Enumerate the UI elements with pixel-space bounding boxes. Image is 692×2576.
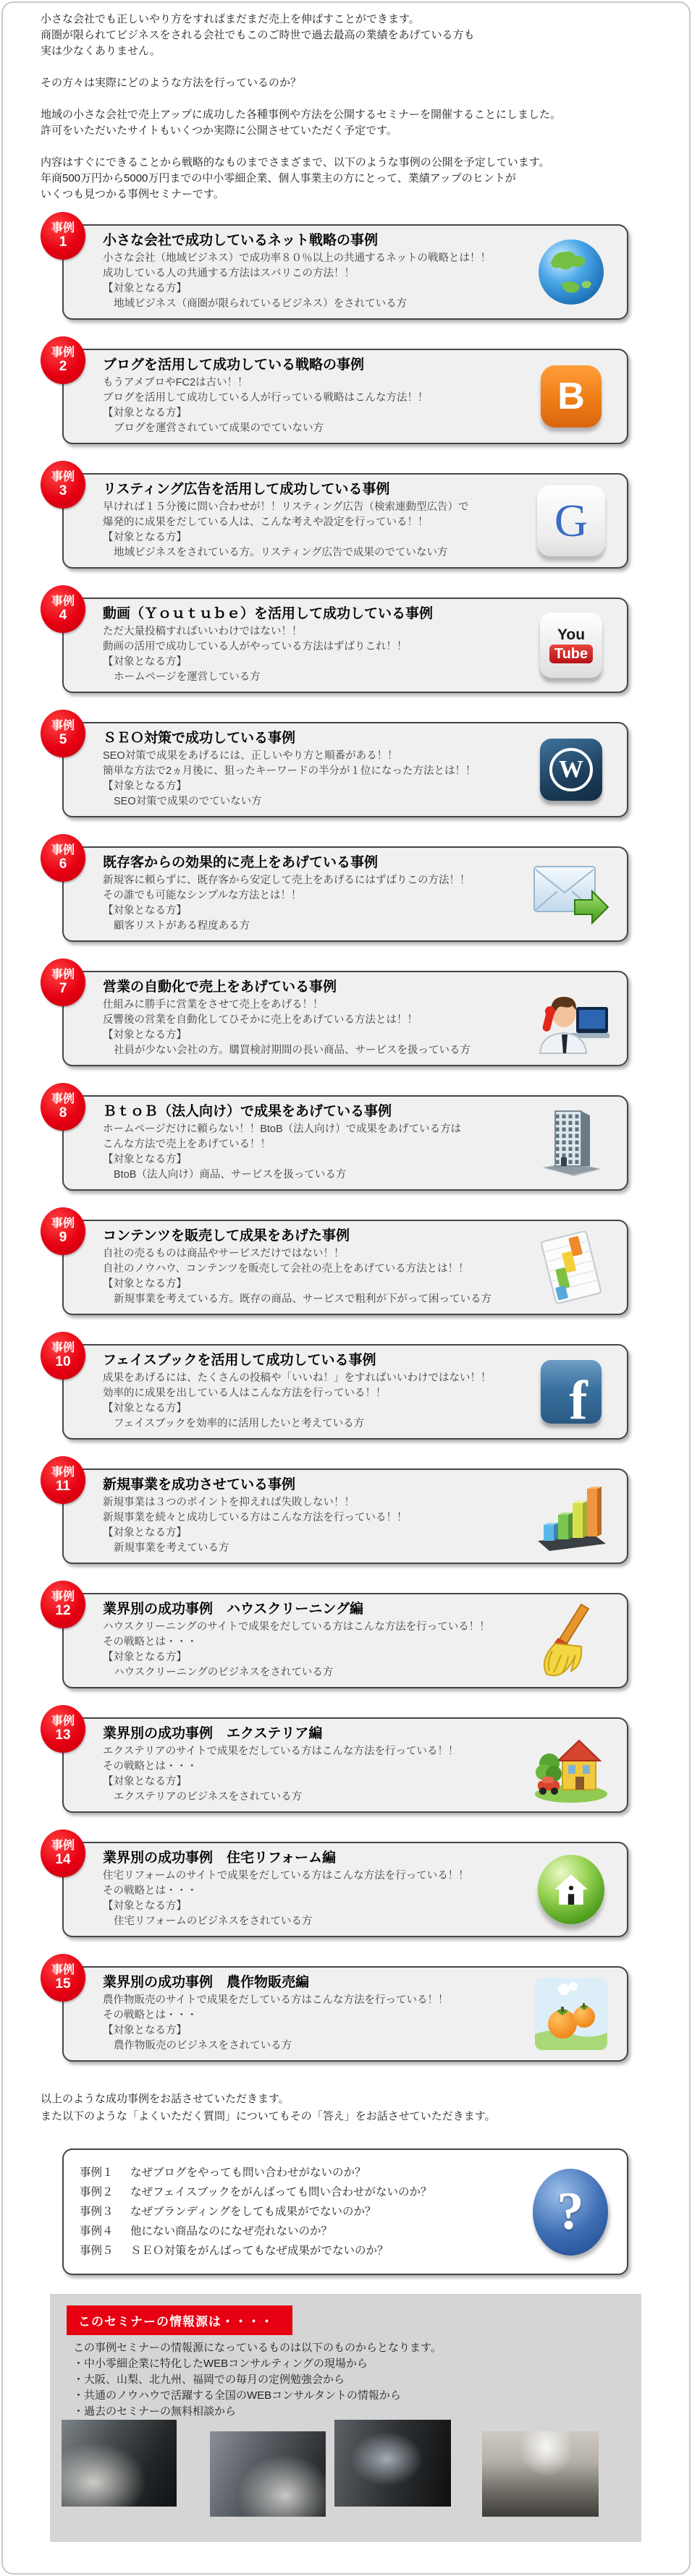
faq-box (62, 2148, 628, 2275)
bar-chart-icon (531, 1476, 611, 1556)
case-target: 地域ビジネス（商圏が限られているビジネス）をされている方 (114, 298, 408, 310)
case-title: 営業の自動化で売上をあげている事例 (103, 979, 337, 995)
case-target-label: 【対象となる方】 (103, 407, 187, 419)
case-title: 業界別の成功事例 農作物販売編 (103, 1975, 310, 1990)
case-target-label: 【対象となる方】 (103, 905, 187, 917)
badge-label: 事例 (51, 222, 75, 234)
case-number-badge (41, 461, 85, 509)
case-desc: 自社の売るものは商品やサービスだけではない！！ (103, 1248, 345, 1259)
email-forward-icon (531, 854, 611, 934)
case-12 (51, 1591, 628, 1688)
case-title: 既存客からの効果的に売上をあげている事例 (103, 855, 379, 870)
youtube-tube-text: Tube (549, 645, 593, 663)
faq-label: 事例５ (80, 2245, 114, 2257)
case-title: 業界別の成功事例 住宅リフォーム編 (103, 1850, 337, 1866)
case-title: 業界別の成功事例 ハウスクリーニング編 (103, 1602, 364, 1617)
facebook-letter: f (569, 1370, 588, 1424)
badge-label: 事例 (51, 1466, 75, 1479)
intro-paragraph (41, 75, 663, 91)
case-1 (51, 222, 628, 320)
case-desc: 動画の活用で成功している人がやっている方法はずばりこれ！！ (103, 641, 408, 652)
case-desc: 新規事業を続々と成功している方はこんな方法を行っている！！ (103, 1512, 408, 1523)
badge-number: 14 (55, 1852, 71, 1867)
info-source-bullet: ・過去のセミナーの無料相談から (73, 2405, 237, 2418)
badge-label: 事例 (51, 844, 75, 856)
info-source-intro: この事例セミナーの情報源になっているものは以下のものからとなります。 (73, 2342, 442, 2354)
faq-item (80, 2222, 497, 2241)
case-card (62, 224, 628, 320)
intro-line: 小さな会社でも正しいやり方をすればまだまだ売上を伸ばすことができます。 (41, 13, 420, 25)
case-card (62, 971, 628, 1066)
faq-question: なぜブランディングをしても成果がでないのか？ (130, 2206, 376, 2218)
badge-label: 事例 (51, 1964, 75, 1976)
blogger-icon (531, 357, 611, 436)
case-number-badge (41, 958, 85, 1006)
case-desc: 成果をあげるには、たくさんの投稿や「いいね！」をすればいいわけではない！！ (103, 1372, 491, 1384)
case-title: ＢｔｏＢ（法人向け）で成果をあげている事例 (103, 1104, 392, 1119)
case-desc: ただ大量投稿すればいいわけではない！！ (103, 626, 303, 637)
case-title: 小さな会社で成功しているネット戦略の事例 (103, 233, 379, 248)
case-desc: こんな方法で売上をあげている！！ (103, 1139, 271, 1150)
intro-line: 実は少なくありません。 (41, 45, 161, 57)
case-desc: 仕組みに勝手に営業をさせて売上をあげる！！ (103, 999, 324, 1011)
case-target-label: 【対象となる方】 (103, 1278, 187, 1290)
case-title: 動画（Ｙｏｕｔｕｂｅ）を活用して成功している事例 (103, 606, 434, 621)
case-list (0, 224, 692, 2062)
youtube-you-text: You (557, 626, 586, 643)
case-title: 業界別の成功事例 エクステリア編 (103, 1726, 323, 1741)
case-number-badge (41, 834, 85, 882)
case-target-label: 【対象となる方】 (103, 1776, 187, 1788)
case-target-label: 【対象となる方】 (103, 283, 187, 294)
wordpress-icon (531, 730, 611, 809)
case-desc: エクステリアのサイトで成果をだしている方はこんな方法を行っている！！ (103, 1746, 459, 1757)
badge-number: 1 (59, 234, 67, 250)
seminar-photo-3 (334, 2420, 451, 2507)
case-desc: 反響後の営業を自動化してひそかに売上をあげている方法とは！！ (103, 1014, 418, 1026)
green-home-orb-icon (531, 1850, 611, 1929)
faq-question: 他にない商品なのになぜ売れないのか？ (130, 2225, 333, 2237)
case-target-label: 【対象となる方】 (103, 656, 187, 668)
case-desc: その戦略とは・・・ (103, 2010, 198, 2021)
sales-operator-icon (531, 979, 611, 1058)
case-4 (51, 595, 628, 693)
case-target: ホームページを運営している方 (114, 671, 261, 683)
case-desc: 新規客に頼らずに、既存客から安定して売上をあげるにはずばりこの方法！！ (103, 875, 471, 886)
case-number-badge (41, 1207, 85, 1255)
info-source-header: このセミナーの情報源は・・・・ (67, 2305, 292, 2335)
case-title: ＳＥＯ対策で成功している事例 (103, 731, 296, 746)
case-desc: 効率的に成果を出している人はこんな方法を行っている！！ (103, 1387, 387, 1399)
persimmon-fruit-icon (531, 1974, 611, 2054)
badge-number: 2 (59, 359, 67, 374)
youtube-icon (531, 605, 611, 685)
badge-label: 事例 (51, 595, 75, 608)
case-desc: その戦略とは・・・ (103, 1761, 198, 1772)
closing-line: また以下のような「よくいただく質問」についてもその「答え」をお話させていただきます。 (41, 2110, 496, 2122)
case-10 (51, 1342, 628, 1440)
google-letter: G (537, 485, 605, 556)
badge-number: 5 (59, 732, 67, 747)
case-8 (51, 1093, 628, 1191)
badge-label: 事例 (51, 969, 75, 981)
case-3 (51, 471, 628, 569)
info-source-panel (50, 2294, 641, 2542)
faq-label: 事例２ (80, 2186, 114, 2198)
intro-line: 年商500万円から5000万円までの中小零細企業、個人事業主の方にとって、業績アップのヒントが (41, 172, 516, 184)
faq-question: なぜブログをやっても問い合わせがないのか？ (130, 2167, 366, 2179)
case-number-badge (41, 1581, 85, 1628)
badge-label: 事例 (51, 1840, 75, 1852)
intro-line: いくつも見つかる事例セミナーです。 (41, 188, 224, 200)
case-desc: 小さな会社（地域ビジネス）で成功率８０％以上の共通するネットの戦略とは！！ (103, 252, 491, 264)
closing-text (41, 2091, 692, 2125)
intro-line: その方々は実際にどのような方法を行っているのか？ (41, 77, 302, 89)
case-9 (51, 1217, 628, 1315)
case-card (62, 349, 628, 444)
intro-line: 内容はすぐにできることから戦略的なものまでさまざまで、以下のような事例の公開を予定しています。 (41, 156, 550, 169)
case-target-label: 【対象となる方】 (103, 1154, 187, 1165)
case-card (62, 1344, 628, 1440)
case-title: コンテンツを販売して成果をあげた事例 (103, 1228, 350, 1244)
case-target: ブログを運営されていて成果のでていない方 (114, 422, 324, 434)
case-desc: 成功している人の共通する方法はスバリこの方法！！ (103, 268, 355, 279)
case-number-badge (41, 1332, 85, 1380)
case-card (62, 1220, 628, 1315)
badge-number: 12 (55, 1603, 71, 1618)
badge-number: 13 (55, 1727, 71, 1743)
case-title: 新規事業を成功させている事例 (103, 1477, 296, 1492)
case-target-label: 【対象となる方】 (103, 781, 187, 792)
faq-label: 事例１ (80, 2167, 114, 2179)
case-card (62, 722, 628, 817)
seminar-photo-1 (62, 2420, 177, 2507)
case-title: ブログを活用して成功している戦略の事例 (103, 357, 365, 373)
case-number-badge (41, 1083, 85, 1131)
case-number-badge (41, 585, 85, 633)
case-desc: その戦略とは・・・ (103, 1885, 198, 1897)
case-desc: 農作物販売のサイトで成果をだしている方はこんな方法を行っている！！ (103, 1994, 449, 2006)
case-14 (51, 1840, 628, 1937)
info-source-body (73, 2340, 442, 2420)
case-desc: ブログを活用して成功している人が行っている戦略はこんな方法！！ (103, 392, 429, 404)
case-desc: 早ければ１５分後に問い合わせが！！リスティング広告（検索連動型広告）で (103, 501, 469, 513)
faq-item (80, 2202, 497, 2222)
case-target: 社員が少ない会社の方。購買検討期間の長い商品、サービスを扱っている方 (114, 1045, 471, 1056)
exterior-house-icon (531, 1725, 611, 1805)
office-building-icon (531, 1103, 611, 1183)
case-target-label: 【対象となる方】 (103, 1527, 187, 1539)
case-desc: もうアメブロやFC2は古い！！ (103, 377, 248, 388)
question-mark-glyph: ? (557, 2182, 584, 2241)
intro-paragraph (41, 107, 663, 139)
faq-label: 事例３ (80, 2206, 114, 2218)
faq-item (80, 2241, 497, 2261)
case-target: 地域ビジネスをされている方。リスティング広告で成果のでていない方 (114, 547, 448, 558)
case-card (62, 598, 628, 693)
case-number-badge (41, 336, 85, 384)
case-card (62, 1842, 628, 1937)
case-desc: その誰でも可能なシンプルな方法とは！！ (103, 890, 302, 901)
case-target: フェイスブックを効率的に活用したいと考えている方 (114, 1418, 365, 1429)
intro-text (0, 0, 692, 203)
case-desc: 新規事業は３つのポイントを抑えれば失敗しない！！ (103, 1497, 355, 1508)
case-target: 顧客リストがある程度ある方 (114, 920, 250, 932)
case-7 (51, 969, 628, 1066)
badge-number: 7 (59, 981, 67, 996)
case-target: ハウスクリーニングのビジネスをされている方 (114, 1667, 334, 1678)
faq-question: ＳＥＯ対策をがんばってもなぜ成果がでないのか？ (130, 2245, 389, 2257)
case-card (62, 1717, 628, 1813)
intro-paragraph (41, 155, 663, 203)
content-sheet-icon (531, 1228, 611, 1307)
badge-number: 3 (59, 483, 67, 498)
case-target-label: 【対象となる方】 (103, 1900, 187, 1912)
case-11 (51, 1466, 628, 1564)
case-number-badge (41, 1705, 85, 1753)
case-desc: ハウスクリーニングのサイトで成果をだしている方はこんな方法を行っている！！ (103, 1621, 490, 1633)
badge-number: 10 (55, 1354, 71, 1369)
case-desc: 自社のノウハウ、コンテンツを販売して会社の売上をあげている方法とは！！ (103, 1263, 469, 1275)
case-card (62, 1593, 628, 1688)
case-desc: 簡単な方法で2ヵ月後に、狙ったキーワードの半分が１位になった方法とは！！ (103, 765, 476, 777)
seminar-photo-4 (482, 2431, 599, 2517)
intro-paragraph (41, 12, 663, 59)
globe-icon (531, 232, 611, 312)
case-number-badge (41, 212, 85, 260)
intro-line: 許可をいただいたサイトもいくつか実際に公開させていただく予定です。 (41, 124, 397, 137)
badge-label: 事例 (51, 1591, 75, 1603)
badge-label: 事例 (51, 471, 75, 483)
case-target-label: 【対象となる方】 (103, 1029, 187, 1041)
case-desc: その戦略とは・・・ (103, 1636, 198, 1648)
case-target: 新規事業を考えている方 (114, 1542, 229, 1554)
case-6 (51, 844, 628, 942)
case-number-badge (41, 1456, 85, 1504)
case-target: SEO対策で成果のでていない方 (114, 796, 262, 807)
badge-label: 事例 (51, 347, 75, 359)
case-13 (51, 1715, 628, 1813)
case-target: 住宅リフォームのビジネスをされている方 (114, 1916, 313, 1927)
case-desc: 住宅リフォームのサイトで成果をだしている方はこんな方法を行っている！！ (103, 1870, 469, 1882)
badge-number: 15 (55, 1976, 71, 1991)
info-source-bullet: ・共通のノウハウで活躍する全国のWEBコンサルタントの情報から (73, 2389, 401, 2402)
case-title: フェイスブックを活用して成功している事例 (103, 1353, 376, 1368)
broom-icon (531, 1601, 611, 1680)
case-target: 新規事業を考えている方。既存の商品、サービスで粗利が下がって困っている方 (114, 1293, 491, 1305)
case-5 (51, 720, 628, 817)
case-desc: 爆発的に成果をだしている人は、こんな考えや設定を行っている！！ (103, 517, 429, 528)
badge-label: 事例 (51, 1093, 75, 1105)
case-number-badge (41, 710, 85, 757)
info-source-bullet: ・中小零細企業に特化したWEBコンサルティングの現場から (73, 2358, 368, 2370)
badge-label: 事例 (51, 720, 75, 732)
info-source-bullet: ・大阪、山梨、北九州、福岡での毎月の定例勉強会から (73, 2373, 345, 2386)
case-card (62, 846, 628, 942)
case-target: エクステリアのビジネスをされている方 (114, 1791, 303, 1803)
wordpress-letter: W (549, 748, 593, 791)
case-desc: ホームページだけに頼らない！！BtoB（法人向け）で成果をあげている方は (103, 1123, 462, 1135)
case-card (62, 473, 628, 569)
facebook-icon (531, 1352, 611, 1432)
intro-line: 商圏が限られてビジネスをされる会社でもこのご時世で過去最高の業績をあげている方も (41, 29, 475, 41)
intro-line: 地域の小さな会社で売上アップに成功した各種事例や方法を公開するセミナーを開催することにしました。 (41, 109, 561, 121)
badge-number: 4 (59, 608, 67, 623)
case-target-label: 【対象となる方】 (103, 1652, 187, 1663)
case-target: 農作物販売のビジネスをされている方 (114, 2040, 292, 2052)
badge-number: 11 (55, 1479, 71, 1494)
badge-number: 6 (59, 856, 67, 872)
seminar-photo-2 (210, 2431, 326, 2517)
case-target: BtoB（法人向け）商品、サービスを扱っている方 (114, 1169, 347, 1181)
case-target-label: 【対象となる方】 (103, 2025, 187, 2036)
case-title: リスティング広告を活用して成功している事例 (103, 482, 390, 497)
question-mark-icon (533, 2169, 608, 2256)
badge-label: 事例 (51, 1342, 75, 1354)
faq-label: 事例４ (80, 2225, 114, 2237)
case-15 (51, 1964, 628, 2062)
case-target-label: 【対象となる方】 (103, 1403, 187, 1414)
faq-item (80, 2163, 497, 2182)
case-desc: SEO対策で成果をあげるには、正しいやり方と順番がある！！ (103, 750, 398, 762)
badge-number: 8 (59, 1105, 67, 1121)
google-icon (531, 481, 611, 561)
faq-question: なぜフェイスブックをがんばっても問い合わせがないのか？ (130, 2186, 432, 2198)
closing-line: 以上のような成功事例をお話させていただきます。 (41, 2093, 290, 2105)
badge-number: 9 (59, 1230, 67, 1245)
case-target-label: 【対象となる方】 (103, 532, 187, 543)
blogger-letter: B (541, 365, 602, 428)
case-card (62, 1966, 628, 2062)
case-card (62, 1468, 628, 1564)
case-card (62, 1095, 628, 1191)
case-2 (51, 347, 628, 444)
badge-label: 事例 (51, 1217, 75, 1230)
case-number-badge (41, 1954, 85, 2002)
badge-label: 事例 (51, 1715, 75, 1727)
case-number-badge (41, 1829, 85, 1877)
faq-item (80, 2182, 497, 2202)
